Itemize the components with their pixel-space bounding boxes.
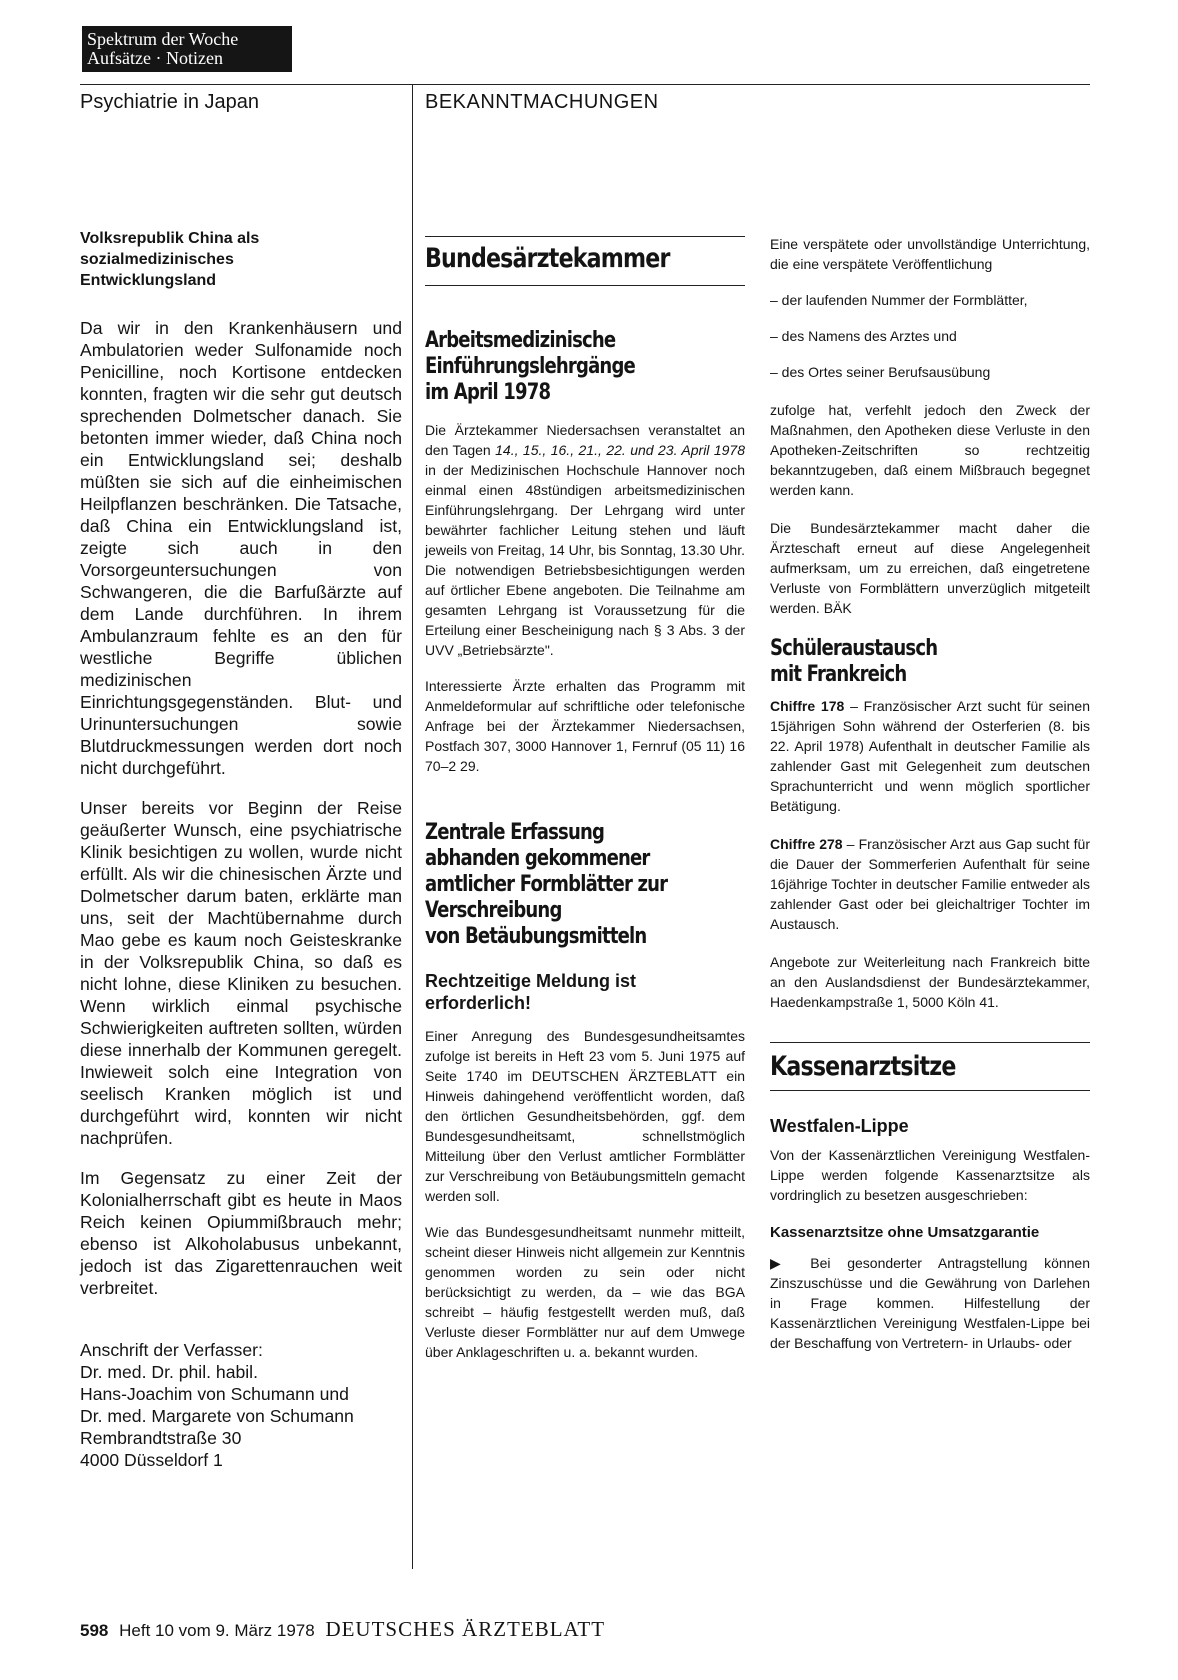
- page-footer: [80, 1617, 605, 1642]
- issue-info: Heft 10 vom 9. März 1978: [119, 1621, 315, 1640]
- column-divider: [412, 84, 413, 1569]
- address-line: Dr. med. Dr. phil. habil.: [80, 1362, 258, 1382]
- page-number: 598: [80, 1621, 109, 1640]
- subheading: Kassenarztsitze ohne Umsatzgarantie: [770, 1224, 1040, 1241]
- text-run: – Französischer Arzt aus Gap sucht für die Dauer der Sommerferien Aufenthalt für seine 16jährige Tochter in deutscher Familie entweder als zahlender Gast oder bei gleichaltriger Tochter im Austausch.: [770, 836, 1090, 932]
- title-line: von Betäubungsmitteln: [425, 924, 647, 949]
- title-line: Arbeitsmedizinische: [425, 328, 616, 353]
- title-line: Zentrale Erfassung: [425, 820, 605, 845]
- section-rule-top: [770, 1042, 1090, 1043]
- address-line: Hans-Joachim von Schumann und: [80, 1384, 349, 1404]
- column-psychiatrie: [80, 228, 402, 1471]
- article-title-schueleraustausch: [770, 636, 1032, 688]
- badge-line-2: Aufsätze · Notizen: [87, 48, 223, 68]
- region-heading: Westfalen-Lippe: [770, 1116, 909, 1136]
- article-subheading: Volksrepublik China als sozialmedizinisches Entwicklungsland: [80, 230, 260, 289]
- address-line: Rembrandtstraße 30: [80, 1428, 242, 1448]
- section-rule-bottom: [770, 1090, 1090, 1091]
- column-right: [770, 234, 1090, 1353]
- address-line: Anschrift der Verfasser:: [80, 1340, 263, 1360]
- paragraph: Da wir in den Krankenhäusern und Ambulatorien weder Sulfonamide noch Penicilline, noch Kortisone entdecken konnten, fragten wir die sehr gut deutsch sprechenden Dolmetscher danach. Sie betonten immer wieder, daß China noch ein Entwicklungsland sei; deshalb müßten sie sich auf die einheimischen Heilpflanzen beschränken. Die Tatsache, daß China ein Entwicklungsland ist, zeigte sich auch in den Vorsorgeuntersuchungen von Schwangeren, die die Barfußärzte auf dem Lande durchführen. In ihrem Ambulanzraum fehlte es an den für westliche Begriffe üblichen medizinischen Einrichtungsgegenständen. Blut- und Urinuntersuchungen sowie Blutdruckmessungen werden dort noch nicht durchgeführt.: [80, 318, 402, 778]
- paragraph: Im Gegensatz zu einer Zeit der Kolonialherrschaft gibt es heute in Maos Reich keinen Opiummißbrauch mehr; ebenso ist Alkoholabusus unbekannt, jedoch ist das Zigarettenrauchen weit verbreitet.: [80, 1168, 402, 1298]
- paragraph: Von der Kassenärztlichen Vereinigung Westfalen-Lippe werden folgende Kassenarztsitze als vordringlich zu besetzen ausgeschrieben:: [770, 1147, 1090, 1203]
- paragraph: [770, 696, 1090, 816]
- article-subtitle: Rechtzeitige Meldung ist erforderlich!: [425, 971, 637, 1013]
- paragraph: [770, 834, 1090, 934]
- title-line: amtlicher Formblätter zur: [425, 872, 668, 897]
- paragraph: [425, 420, 745, 660]
- paragraph: Angebote zur Weiterleitung nach Frankreich bitte an den Auslandsdienst der Bundesärztekammer, Haedenkampstraße 1, 5000 Köln 41.: [770, 954, 1090, 1010]
- column-bundesaerztekammer: [425, 328, 745, 1362]
- section-title-bundesaerztekammer: Bundesärztekammer: [425, 243, 670, 274]
- section-badge: [82, 26, 292, 72]
- title-line: Einführungslehrgänge: [425, 354, 635, 379]
- title-line: mit Frankreich: [770, 662, 907, 687]
- paragraph: Die Bundesärztekammer macht daher die Ärzteschaft erneut auf diese Angelegenheit aufmerksam, um zu erreichen, daß eingetretene Verluste von Formblättern unverzüglich mitgeteilt werden. BÄK: [770, 520, 1090, 616]
- chiffre-label: Chiffre 178: [770, 698, 845, 714]
- address-line: Dr. med. Margarete von Schumann: [80, 1406, 354, 1426]
- list-item: – der laufenden Nummer der Formblätter,: [770, 292, 1028, 308]
- section-label-psychiatrie: Psychiatrie in Japan: [80, 91, 259, 113]
- text-run: – Französischer Arzt sucht für seinen 15jährigen Sohn während der Osterferien (8. bis 22. April 1978) Aufenthalt in deutscher Familie als zahlender Gast mit Gelegenheit zum deutschen Sprachunterricht und wenn möglich sportlicher Betätigung.: [770, 698, 1090, 814]
- address-line: 4000 Düsseldorf 1: [80, 1450, 223, 1470]
- text-run: in der Medizinischen Hochschule Hannover noch einmal einen 48stündigen arbeitsmedizinischen Einführungslehrgang. Der Lehrgang wird unter bewährter fachlicher Leitung stehen und läuft jeweils von Freitag, 14 Uhr, bis Sonntag, 13.30 Uhr. Die notwendigen Betriebsbesichtigungen werden auf örtlicher Ebene angeboten. Die Teilnahme am gesamten Lehrgang ist Voraussetzung für die Erteilung einer Bescheinigung nach § 3 Abs. 3 der UVV „Betriebsärzte".: [425, 462, 745, 658]
- text-run: Bei gesonderter Antragstellung können Zinszuschüsse und die Gewährung von Darlehen in Frage kommen. Hilfestellung der Kassenärztlichen Vereinigung Westfalen-Lippe bei der Beschaffung von Vertretern- in Urlaubs- oder: [770, 1255, 1090, 1351]
- triangle-bullet-icon: ▶: [770, 1255, 811, 1271]
- article-title-arbeitsmedizin: [425, 328, 687, 406]
- article-title-erfassung: [425, 820, 687, 950]
- title-line: im April 1978: [425, 380, 551, 405]
- title-line: abhanden gekommener: [425, 846, 650, 871]
- section-rule-bottom: [425, 285, 745, 286]
- list-item: – des Namens des Arztes und: [770, 328, 957, 344]
- chiffre-label: Chiffre 278: [770, 836, 843, 852]
- paragraph: Interessierte Ärzte erhalten das Programm mit Anmeldeformular auf schriftliche oder telefonische Anfrage bei der Ärztekammer Niedersachsen, Postfach 307, 3000 Hannover 1, Fernruf (05 11) 16 70–2 29.: [425, 678, 745, 774]
- top-rule: [80, 84, 1090, 85]
- paragraph: [770, 1253, 1090, 1353]
- paragraph: Unser bereits vor Beginn der Reise geäußerter Wunsch, eine psychiatrische Klinik besichtigen zu wollen, wurde nicht erfüllt. Als wir die chinesischen Ärzte und Dolmetscher darum baten, erklärte man uns, seit der Machtübernahme durch Mao gebe es kaum noch Geisteskranke in der Volksrepublik China, so daß es nicht lohne, diese Kliniken zu besuchen. Wenn wirklich einmal psychische Schwierigkeiten auftreten sollten, würden diese innerhalb der Kommunen geregelt. Inwieweit solch eine Integration von seelisch Kranken möglich ist und durchgeführt wird, konnten wir nicht nachprüfen.: [80, 798, 402, 1148]
- list: [770, 290, 1090, 382]
- section-rule-top: [425, 236, 745, 237]
- list-item: – des Ortes seiner Berufsausübung: [770, 364, 991, 380]
- text-run: Die Ärztekammer Niedersachsen veranstaltet an den Tagen: [425, 422, 745, 458]
- author-address: [80, 1339, 402, 1471]
- magazine-name: DEUTSCHES ÄRZTEBLATT: [325, 1617, 606, 1641]
- section-label-bekanntmachungen: BEKANNTMACHUNGEN: [425, 91, 659, 113]
- paragraph: Eine verspätete oder unvollständige Unterrichtung, die eine verspätete Veröffentlichung: [770, 236, 1090, 272]
- paragraph: zufolge hat, verfehlt jedoch den Zweck der Maßnahmen, den Apotheken diese Verluste in den Apotheken-Zeitschriften so rechtzeitig bekanntzugeben, daß einem Mißbrauch begegnet werden kann.: [770, 402, 1090, 498]
- section-title-kassenarztsitze: Kassenarztsitze: [770, 1051, 956, 1082]
- paragraph: Wie das Bundesgesundheitsamt nunmehr mitteilt, scheint dieser Hinweis nicht allgemein zur Kenntnis genommen worden zu sein oder nicht berücksichtigt zu werden, da – wie das BGA schreibt – häufig festgestellt werden muß, daß Verluste dieser Formblätter nur auf dem Umwege über Anklageschriften u. a. bekannt wurden.: [425, 1224, 745, 1360]
- paragraph: Einer Anregung des Bundesgesundheitsamtes zufolge ist bereits in Heft 23 vom 5. Juni 1975 auf Seite 1740 im DEUTSCHEN ÄRZTEBLATT ein Hinweis dahingehend veröffentlicht worden, daß den örtlichen Gesundheitsbehörden, ggf. dem Bundesgesundheitsamt, schnellstmöglich Mitteilung über den Verlust amtlicher Formblätter zur Verschreibung von Betäubungsmitteln gemacht werden soll.: [425, 1028, 745, 1204]
- dates-italic: 14., 15., 16., 21., 22. und 23. April 1978: [495, 442, 746, 458]
- title-line: Verschreibung: [425, 898, 562, 923]
- badge-line-1: Spektrum der Woche: [87, 29, 239, 49]
- title-line: Schüleraustausch: [770, 636, 938, 661]
